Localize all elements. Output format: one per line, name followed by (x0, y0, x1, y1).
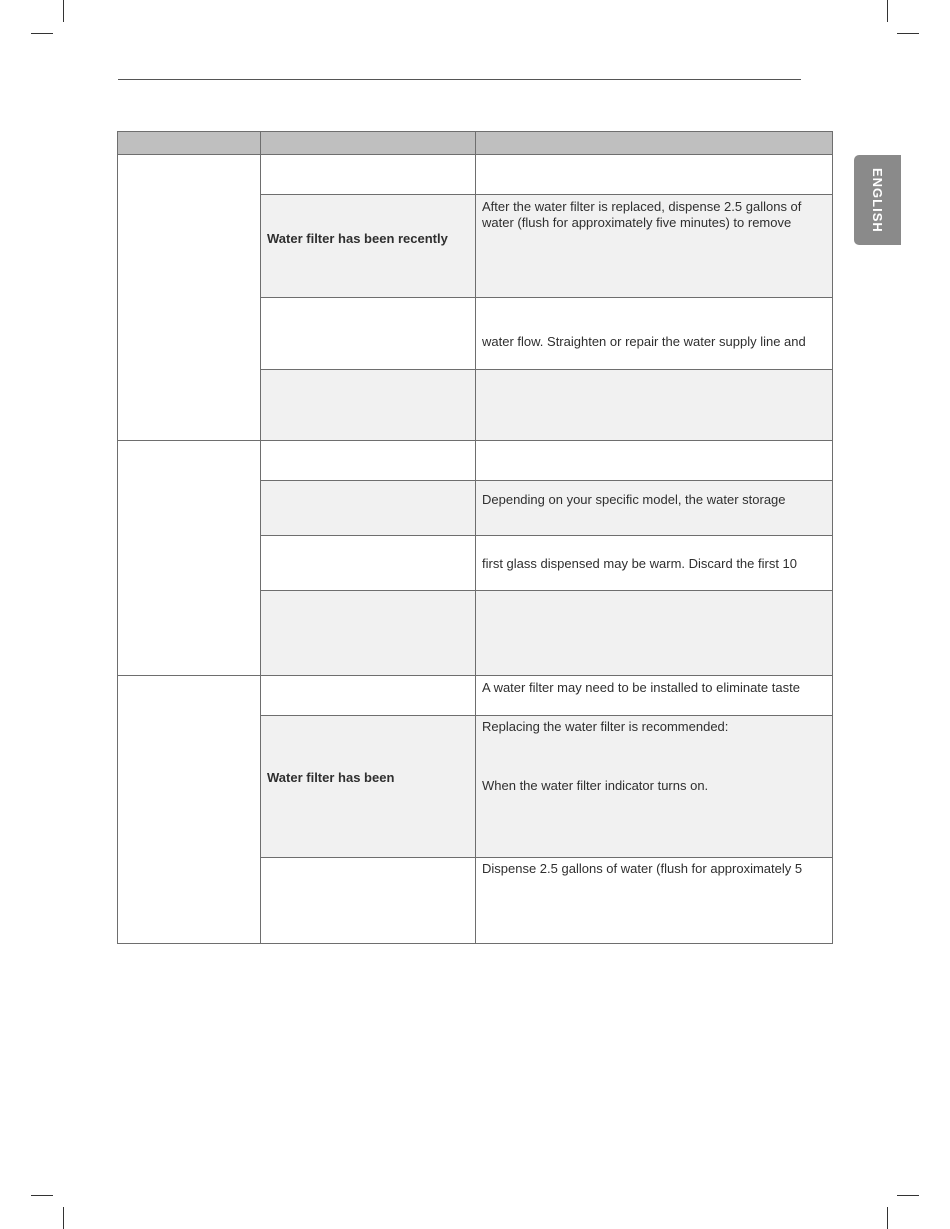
header-rule (118, 79, 801, 80)
row-divider (260, 590, 832, 591)
row-divider (260, 857, 832, 858)
shaded-row-4 (261, 370, 832, 440)
cause-cell: Water filter has been (267, 770, 395, 785)
solution-line: A water filter may need to be installed to eliminate taste (482, 680, 800, 695)
solution-line: Dispense 2.5 gallons of water (flush for approximately 5 (482, 861, 803, 876)
troubleshooting-table (117, 131, 833, 944)
crop-mark-bottom-right-vertical (887, 1207, 888, 1229)
shaded-row-6 (261, 481, 832, 535)
shaded-row-8 (261, 591, 832, 675)
crop-mark-top-left-horizontal (31, 33, 53, 34)
column-divider-1 (260, 132, 261, 943)
solution-line: Replacing the water filter is recommended: (482, 719, 729, 734)
solution-line: After the water filter is replaced, dispense 2.5 gallons of (482, 199, 802, 214)
solution-line: first glass dispensed may be warm. Discard the first 10 (482, 556, 798, 571)
crop-mark-top-right-vertical (887, 0, 888, 22)
row-divider (260, 535, 832, 536)
solution-line: water flow. Straighten or repair the water supply line and (482, 334, 806, 349)
group-divider-2 (118, 675, 832, 676)
crop-mark-top-left-vertical (63, 0, 64, 22)
language-tab (854, 155, 901, 245)
group-divider-1 (118, 440, 832, 441)
crop-mark-bottom-right-horizontal (897, 1195, 919, 1196)
solution-line: Depending on your specific model, the water storage (482, 492, 786, 507)
language-tab-label: ENGLISH (870, 167, 885, 233)
cause-cell: Water filter has been recently (267, 231, 448, 246)
row-divider (260, 480, 832, 481)
crop-mark-bottom-left-vertical (63, 1207, 64, 1229)
solution-line: water (flush for approximately five minutes) to remove (482, 215, 792, 230)
crop-mark-top-right-horizontal (897, 33, 919, 34)
row-divider (260, 369, 832, 370)
row-divider (260, 297, 832, 298)
row-divider (260, 715, 832, 716)
crop-mark-bottom-left-horizontal (31, 1195, 53, 1196)
row-divider (260, 194, 832, 195)
column-divider-2 (475, 132, 476, 943)
solution-line: When the water filter indicator turns on. (482, 778, 709, 793)
